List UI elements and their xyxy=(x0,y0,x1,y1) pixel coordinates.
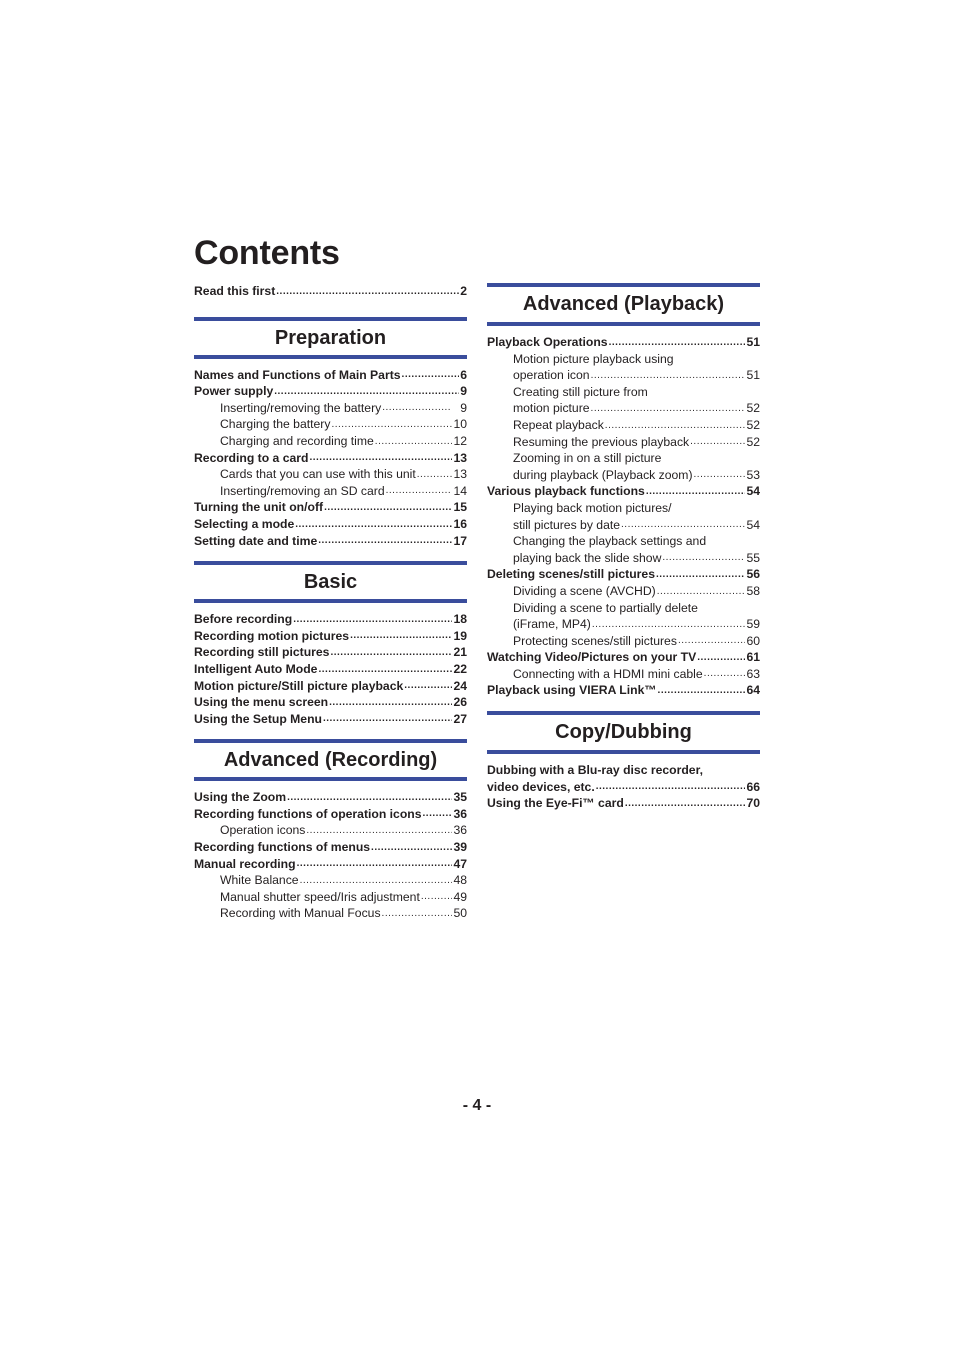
toc-subentry[interactable]: Charging and recording time ..... 12 xyxy=(194,433,467,450)
toc-subentry[interactable]: during playback (Playback zoom) ..... 53 xyxy=(487,467,760,484)
toc-subentry[interactable]: Protecting scenes/still pictures ..... 60 xyxy=(487,633,760,650)
section-bottom-rule xyxy=(194,355,467,359)
toc-entry-line: Dubbing with a Blu-ray disc recorder, xyxy=(487,763,704,778)
toc-entry[interactable]: Various playback functions ..... 54 xyxy=(487,483,760,500)
toc-entry[interactable]: Using the Zoom ..... 35 xyxy=(194,789,467,806)
toc-subentry[interactable]: Repeat playback ..... 52 xyxy=(487,417,760,434)
toc-list-basic xyxy=(194,611,467,727)
toc-subentry[interactable]: White Balance ..... 48 xyxy=(194,872,467,889)
toc-entry[interactable]: Recording functions of operation icons ..... 36 xyxy=(194,806,467,823)
section-header-advanced-playback: Advanced (Playback) xyxy=(487,283,760,326)
toc-entry[interactable]: Using the menu screen ..... 26 xyxy=(194,694,467,711)
toc-subentry-line: Playing back motion pictures/ xyxy=(513,500,672,515)
section-header-preparation: Preparation xyxy=(194,317,467,359)
toc-entry[interactable]: Deleting scenes/still pictures ..... 56 xyxy=(487,566,760,583)
toc-entry[interactable]: Power supply ..... 9 xyxy=(194,383,467,400)
toc-left-column xyxy=(194,283,467,922)
toc-entry[interactable]: Selecting a mode ..... 16 xyxy=(194,516,467,533)
toc-subentry[interactable]: Operation icons ..... 36 xyxy=(194,822,467,839)
toc-entry[interactable]: Using the Setup Menu ..... 27 xyxy=(194,711,467,728)
toc-entry[interactable]: Manual recording ..... 47 xyxy=(194,856,467,873)
toc-subentry[interactable]: Dividing a scene (AVCHD) ..... 58 xyxy=(487,583,760,600)
toc-subentry[interactable]: Inserting/removing the battery ..... 9 xyxy=(194,400,467,417)
section-header-basic: Basic xyxy=(194,561,467,603)
toc-entry[interactable]: Setting date and time ..... 17 xyxy=(194,533,467,550)
toc-subentry-line: Dividing a scene to partially delete xyxy=(513,600,698,615)
toc-right-column xyxy=(487,283,760,812)
toc-list-advanced-playback xyxy=(487,334,760,699)
toc-list-copy-dubbing xyxy=(487,762,760,812)
toc-subentry[interactable]: (iFrame, MP4) ..... 59 xyxy=(487,616,760,633)
section-bottom-rule xyxy=(487,322,760,326)
toc-entry[interactable]: Motion picture/Still picture playback ..... 24 xyxy=(194,678,467,695)
toc-subentry[interactable]: Manual shutter speed/Iris adjustment ..... 49 xyxy=(194,889,467,906)
toc-entry[interactable]: video devices, etc. ..... 66 xyxy=(487,779,760,796)
toc-subentry[interactable]: Inserting/removing an SD card ..... 14 xyxy=(194,483,467,500)
toc-entry[interactable]: Recording functions of menus ..... 39 xyxy=(194,839,467,856)
toc-entry[interactable]: Turning the unit on/off ..... 15 xyxy=(194,499,467,516)
section-bottom-rule xyxy=(194,599,467,603)
toc-entry[interactable]: Recording still pictures ..... 21 xyxy=(194,644,467,661)
toc-subentry-line: Creating still picture from xyxy=(513,384,648,399)
toc-entry[interactable]: Watching Video/Pictures on your TV ..... 61 xyxy=(487,649,760,666)
section-bottom-rule xyxy=(487,750,760,754)
toc-entry-read-this-first[interactable]: Read this first ..... 2 xyxy=(194,283,467,300)
toc-entry[interactable]: Playback using VIERA Link™ ..... 64 xyxy=(487,682,760,699)
toc-subentry[interactable]: playing back the slide show ..... 55 xyxy=(487,550,760,567)
toc-subentry[interactable]: Cards that you can use with this unit ..... 13 xyxy=(194,466,467,483)
toc-subentry[interactable]: motion picture ..... 52 xyxy=(487,400,760,417)
toc-subentry[interactable]: Recording with Manual Focus ..... 50 xyxy=(194,905,467,922)
toc-subentry[interactable]: still pictures by date ..... 54 xyxy=(487,517,760,534)
toc-subentry-line: Zooming in on a still picture xyxy=(513,451,662,466)
toc-entry[interactable]: Using the Eye-Fi™ card ..... 70 xyxy=(487,795,760,812)
toc-subentry[interactable]: operation icon ..... 51 xyxy=(487,367,760,384)
page-title: Contents xyxy=(194,234,340,272)
toc-entry[interactable]: Recording to a card ..... 13 xyxy=(194,450,467,467)
page-number: - 4 - xyxy=(462,1097,492,1114)
toc-subentry-line: Changing the playback settings and xyxy=(513,534,707,549)
toc-subentry[interactable]: Resuming the previous playback ..... 52 xyxy=(487,434,760,451)
toc-entry[interactable]: Intelligent Auto Mode ..... 22 xyxy=(194,661,467,678)
section-bottom-rule xyxy=(194,777,467,781)
toc-list-preparation xyxy=(194,367,467,550)
toc-entry[interactable]: Recording motion pictures ..... 19 xyxy=(194,628,467,645)
toc-subentry[interactable]: Connecting with a HDMI mini cable ..... 63 xyxy=(487,666,760,683)
section-header-copy-dubbing: Copy/Dubbing xyxy=(487,711,760,754)
toc-entry[interactable]: Playback Operations ..... 51 xyxy=(487,334,760,351)
section-header-advanced-recording: Advanced (Recording) xyxy=(194,739,467,781)
toc-list-advanced-recording xyxy=(194,789,467,922)
toc-subentry-line: Motion picture playback using xyxy=(513,351,674,366)
toc-entry[interactable]: Before recording ..... 18 xyxy=(194,611,467,628)
toc-subentry[interactable]: Charging the battery ..... 10 xyxy=(194,416,467,433)
toc-entry[interactable]: Names and Functions of Main Parts ..... 6 xyxy=(194,367,467,384)
